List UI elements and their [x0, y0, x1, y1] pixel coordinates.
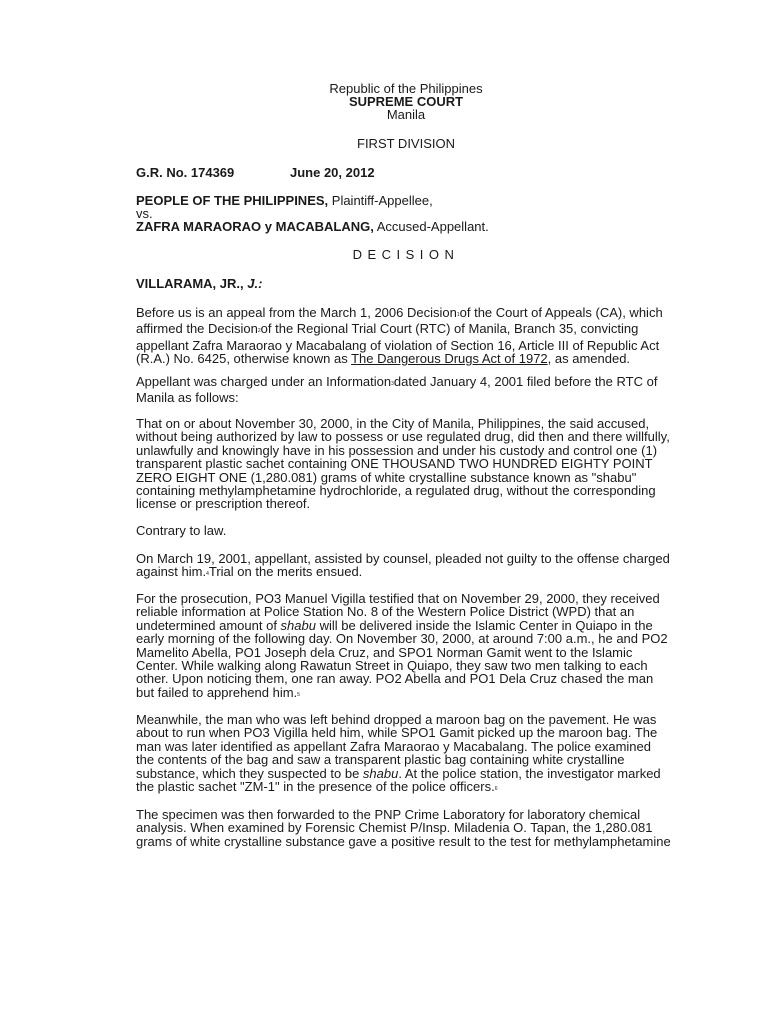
text-line: On March 19, 2001, appellant, assisted by counsel, pleaded not guilty to the offense charged — [136, 551, 670, 566]
paragraph-4 — [136, 524, 684, 537]
text-line: That on or about November 30, 2000, in the City of Manila, Philippines, the said accused, — [136, 416, 650, 431]
footnote-link[interactable]: 4 — [206, 571, 209, 578]
ponente-suffix: J.: — [247, 276, 263, 291]
decision-title: DECISION — [352, 247, 460, 262]
text-line: about to run when PO3 Vigilla held him, while SPO1 Gamit picked up the maroon bag. The — [136, 725, 658, 741]
court-heading: SUPREME COURT — [348, 94, 464, 109]
paragraph-1 — [136, 306, 684, 366]
versus-text: vs. — [136, 206, 153, 221]
text-line: Mamelito Abella, PO1 Joseph dela Cruz, and SPO1 Norman Gamit went to the Islamic — [136, 644, 633, 660]
paragraph-6 — [136, 592, 684, 702]
plaintiff-role: Plaintiff-Appellee, — [328, 193, 433, 208]
text-line: the contents of the bag and saw a transparent plastic bag containing white crystalline — [136, 752, 625, 768]
footnote-link[interactable]: 6 — [494, 786, 498, 793]
text-line: undetermined amount of shabu will be delivered inside the Islamic Center in Quiapo in the — [136, 617, 653, 633]
division-heading: FIRST DIVISION — [357, 136, 455, 151]
text-line: grams of white crystalline substance gave a positive result to the test for methylamphetamine — [136, 833, 671, 849]
text-line: (R.A.) No. 6425, otherwise known as The Dangerous Drugs Act of 1972, as amended. — [136, 351, 631, 367]
text-line: substance, which they suspected to be shabu. At the police station, the investigator marked — [136, 765, 661, 781]
footnote-link[interactable]: 3 — [391, 381, 394, 387]
text-line: Before us is an appeal from the March 1, 2006 Decision$^1$of the Court of Appeals (CA), which — [136, 305, 663, 320]
statute-link[interactable]: The Dangerous Drugs Act of 1972 — [351, 351, 548, 367]
text-line: without being authorized by law to possess or use regulated drug, did then and there willfully, — [136, 429, 670, 445]
paragraph-2 — [136, 375, 684, 405]
text-line: early morning of the following day. On November 30, 2000, at around 7:00 a.m., he and PO2 — [136, 631, 668, 647]
gr-number: G.R. No. 174369 — [136, 165, 235, 180]
paragraph-5 — [136, 552, 684, 582]
text-line: containing methylamphetamine hydrochloride, a regulated drug, without the corresponding — [136, 483, 656, 499]
ponente-line — [136, 277, 262, 290]
text-line: analysis. When examined by Forensic Chemist P/Insp. Miladenia O. Tapan, the 1,280.081 — [136, 820, 653, 836]
footnote-link[interactable]: 5 — [297, 691, 300, 698]
text-line: but failed to apprehend him.$^5$ — [136, 684, 300, 700]
text-line: Contrary to law. — [136, 523, 227, 538]
text-line: license or prescription thereof. — [136, 496, 311, 512]
text-line: transparent plastic sachet containing ONE THOUSAND TWO HUNDRED EIGHTY POINT — [136, 456, 653, 472]
text-line: man was later identified as appellant Zafra Maraorao y Macabalang. The police examined — [136, 738, 651, 754]
text-line: Manila as follows: — [136, 390, 239, 406]
footnote-link[interactable]: 2 — [257, 328, 261, 335]
ponente-name: VILLARAMA, JR., — [136, 276, 244, 291]
accused-role: Accused-Appellant. — [373, 219, 489, 234]
text-line: against him.$^4$Trial on the merits ensued. — [136, 564, 363, 580]
text-line: other. Upon noticing them, one ran away. PO2 Abella and PO1 Dela Cruz chased the man — [136, 671, 654, 687]
text-line: appellant Zafra Maraorao y Macabalang of violation of Section 16, Article III of Republic Act — [136, 337, 660, 353]
footnote-link[interactable]: 1 — [456, 312, 460, 318]
paragraph-7 — [136, 713, 684, 796]
text-line: Center. While walking along Rawatun Street in Quiapo, they saw two men talking to each — [136, 658, 648, 674]
paragraph-3-information — [136, 417, 684, 511]
text-line: For the prosecution, PO3 Manuel Vigilla testified that on November 29, 2000, they received — [136, 591, 660, 606]
text-line: Appellant was charged under an Information$^3$dated January 4, 2001 filed before the RTC of — [136, 374, 658, 389]
text-line: ZERO EIGHT ONE (1,280.081) grams of white crystalline substance known as "shabu" — [136, 469, 637, 485]
plaintiff-line — [136, 194, 433, 207]
republic-heading: Republic of the Philippines — [329, 81, 483, 96]
accused-line — [136, 220, 489, 233]
text-line: unlawfully and knowingly have in his possession and under his custody and control one (1) — [136, 442, 658, 458]
accused-name: ZAFRA MARAORAO y MACABALANG, — [136, 219, 374, 234]
decision-date: June 20, 2012 — [290, 165, 375, 180]
plaintiff-name: PEOPLE OF THE PHILIPPINES, — [136, 193, 329, 208]
paragraph-8 — [136, 808, 684, 848]
city-heading: Manila — [386, 107, 426, 122]
text-line: the plastic sachet "ZM-1" in the presence of the police officers.$^6$ — [136, 779, 498, 795]
text-line: Meanwhile, the man who was left behind dropped a maroon bag on the pavement. He was — [136, 712, 657, 727]
text-line: reliable information at Police Station No. 8 of the Western Police District (WPD) that an — [136, 604, 635, 620]
text-line: affirmed the Decision$^2$of the Regional Trial Court (RTC) of Manila, Branch 35, convicting — [136, 321, 639, 337]
text-line: The specimen was then forwarded to the PNP Crime Laboratory for laboratory chemical — [136, 807, 641, 822]
